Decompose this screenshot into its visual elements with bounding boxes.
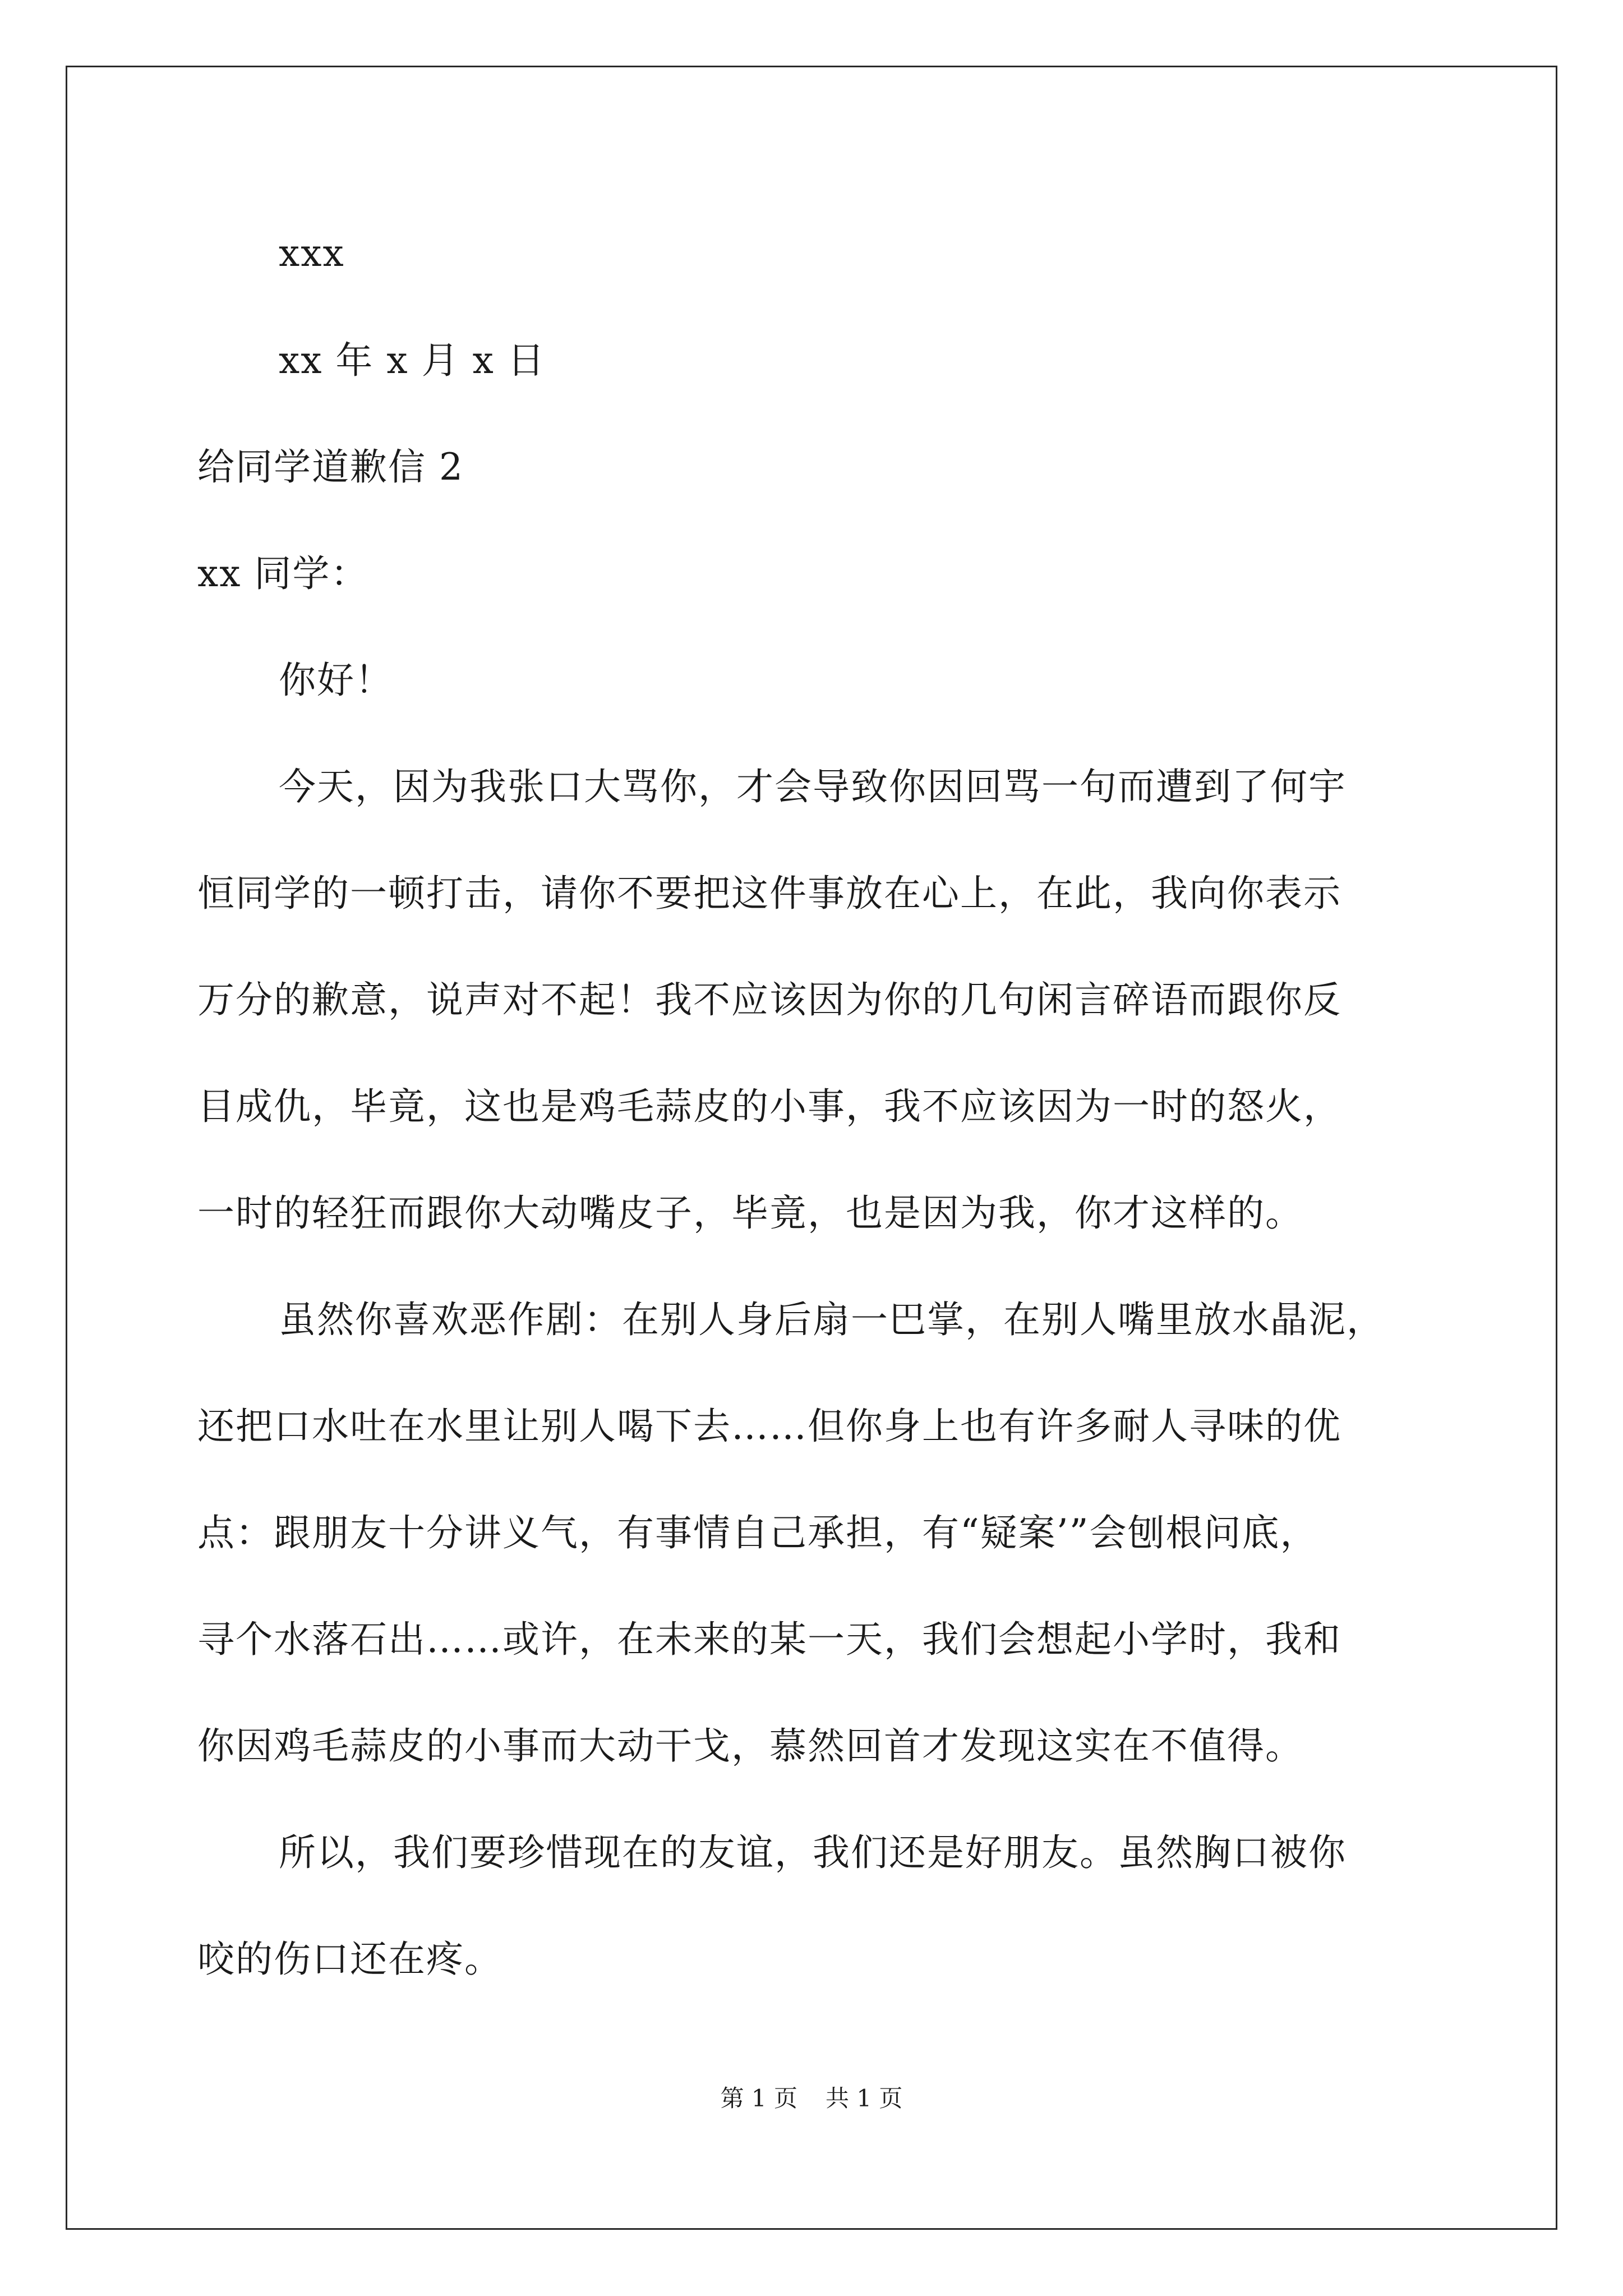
paragraph-1-line-3: 万分的歉意，说声对不起！我不应该因为你的几句闲言碎语而跟你反 [197, 978, 1341, 1022]
page-total: 共 1 页 [826, 2085, 903, 2112]
paragraph-1-line-5: 一时的轻狂而跟你大动嘴皮子，毕竟，也是因为我，你才这样的。 [197, 1191, 1303, 1235]
page-footer [0, 2087, 1623, 2110]
paragraph-3-line-1: 所以，我们要珍惜现在的友谊，我们还是好朋友。虽然胸口被你 [279, 1831, 1347, 1874]
salutation: xx 同学： [197, 552, 369, 595]
paragraph-3-line-2: 咬的伤口还在疼。 [197, 1938, 502, 1981]
sender-name: xxx [279, 232, 345, 275]
page-number: 第 1 页 [720, 2085, 797, 2112]
paragraph-2-line-5: 你因鸡毛蒜皮的小事而大动干戈，慕然回首才发现这实在不值得。 [197, 1724, 1303, 1768]
paragraph-2-line-2: 还把口水吐在水里让别人喝下去……但你身上也有许多耐人寻味的优 [197, 1405, 1341, 1448]
paragraph-1-line-2: 恒同学的一顿打击，请你不要把这件事放在心上，在此，我向你表示 [197, 872, 1341, 915]
page-border [66, 66, 1557, 2230]
letter-date: xx 年 x 月 x 日 [279, 339, 546, 382]
paragraph-1-line-4: 目成仇，毕竟，这也是鸡毛蒜皮的小事，我不应该因为一时的怒火， [197, 1085, 1341, 1128]
paragraph-1-line-1: 今天，因为我张口大骂你，才会导致你因回骂一句而遭到了何宇 [279, 765, 1347, 808]
paragraph-2-line-4: 寻个水落石出……或许，在未来的某一天，我们会想起小学时，我和 [197, 1618, 1341, 1661]
paragraph-2-line-1: 虽然你喜欢恶作剧：在别人身后扇一巴掌，在别人嘴里放水晶泥， [279, 1298, 1385, 1341]
letter-title: 给同学道歉信 2 [197, 445, 464, 489]
paragraph-2-line-3: 点：跟朋友十分讲义气，有事情自己承担，有“疑案’”会刨根问底， [197, 1511, 1318, 1554]
greeting: 你好！ [279, 659, 393, 702]
